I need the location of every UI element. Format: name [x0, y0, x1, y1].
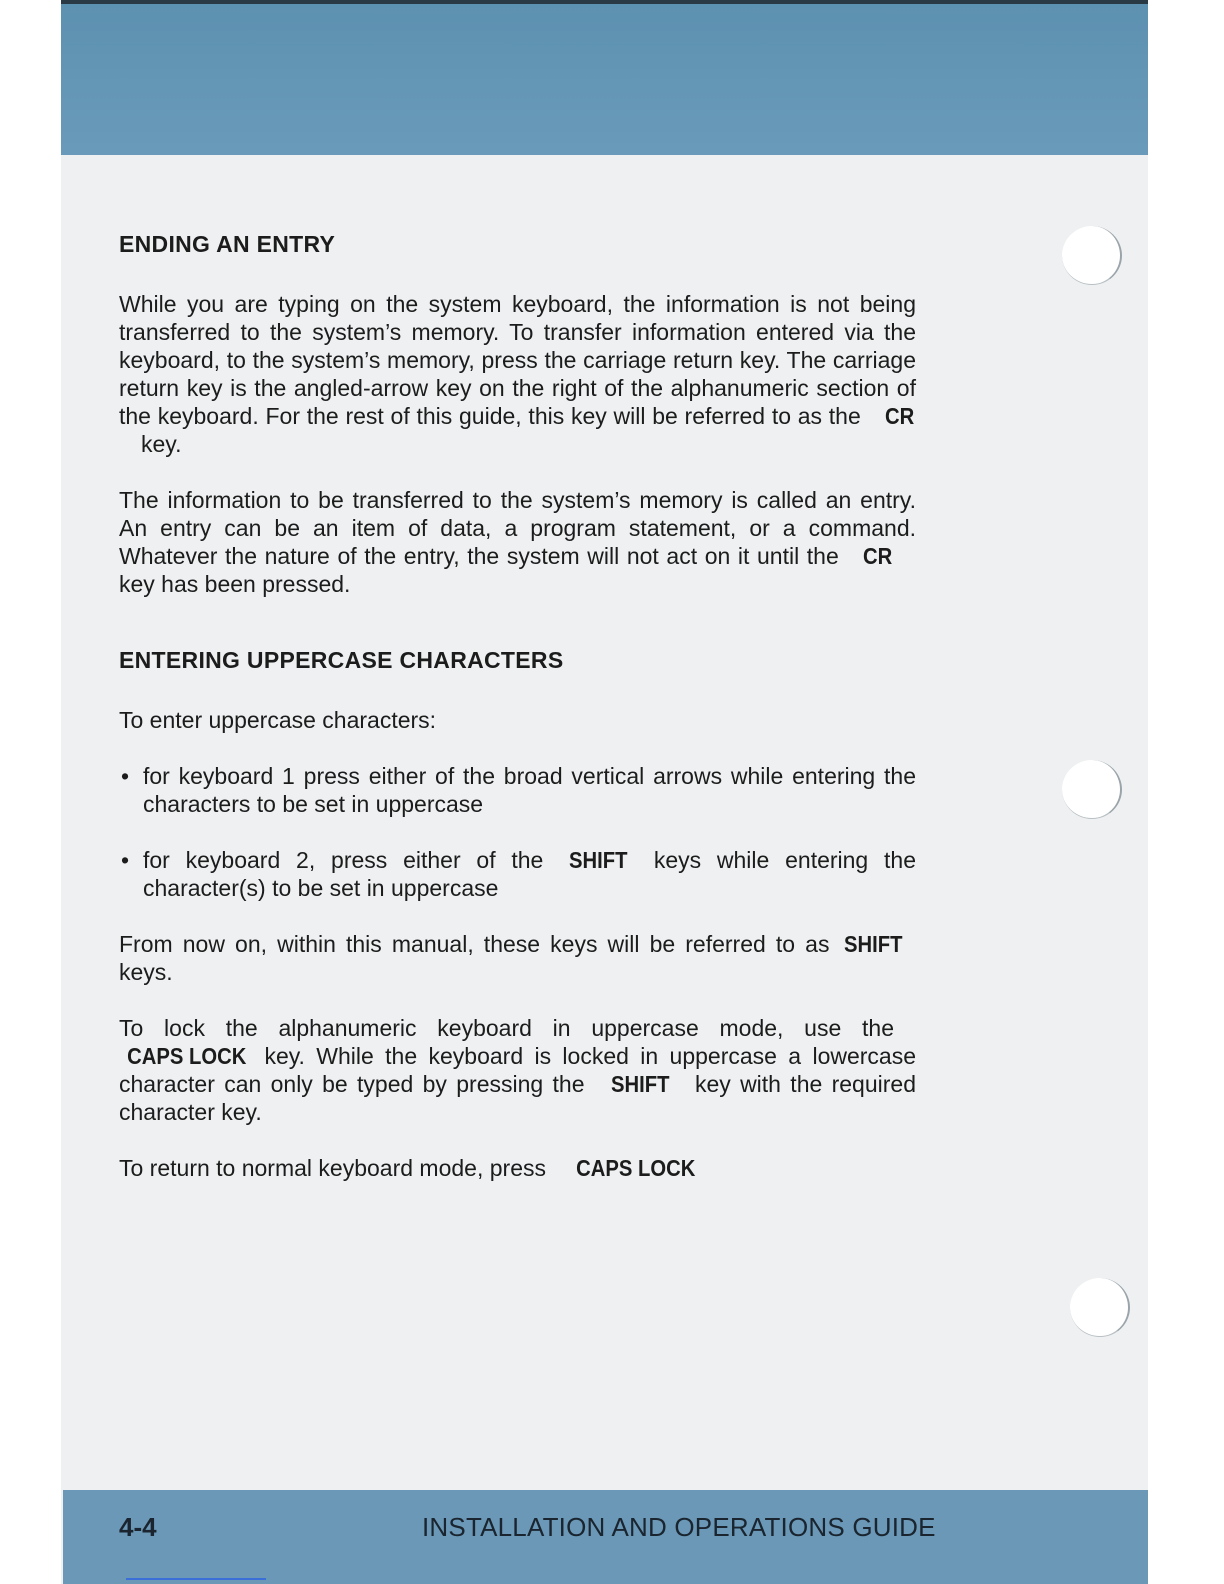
paragraph-intro: To enter uppercase characters:: [119, 707, 437, 733]
key-caps-lock: CAPS LOCK: [127, 1043, 247, 1069]
section-heading-uppercase: ENTERING UPPERCASE CHARACTERS: [119, 647, 564, 673]
list-item: [119, 762, 916, 818]
page-number: 4-4: [119, 1512, 157, 1542]
list-item: [119, 846, 916, 902]
paragraph-caps-lock: [119, 1014, 916, 1126]
key-caps-lock: CAPS LOCK: [576, 1155, 696, 1181]
paragraph-text: From now on, within this manual, these keys will be referred to as: [119, 931, 830, 957]
binder-hole-bottom: [1070, 1278, 1130, 1337]
list-item-text: keys while entering the character(s) to be set in uppercase: [143, 847, 916, 901]
paragraph-return-normal: [119, 1154, 916, 1182]
paragraph-text: The information to be transferred to the system’s memory is called an entry. An entry can be an item of data, a program statement, or a command. Whatever the nature of the entry, the system will not act on it until the: [119, 487, 916, 569]
paragraph-shift-keys: [119, 930, 916, 986]
paragraph-text: To return to normal keyboard mode, press: [119, 1155, 546, 1181]
paragraph-text: key. While the keyboard is locked in uppercase a lowercase character can only be typed by pressing the: [119, 1043, 916, 1097]
paragraph-entry-definition: [119, 486, 916, 598]
paragraph-text: keys.: [119, 959, 173, 985]
paragraph-text: To lock the alphanumeric keyboard in uppercase mode, use the: [119, 1015, 894, 1041]
key-shift: SHIFT: [569, 847, 628, 873]
binder-hole-top: [1062, 226, 1122, 285]
bullet-list: [119, 762, 916, 902]
list-item-text: for keyboard 1 press either of the broad vertical arrows while entering the characters to be set in uppercase: [143, 763, 916, 817]
key-cr: CR: [862, 543, 893, 569]
paragraph-transfer-info: [119, 290, 916, 458]
header-band: [61, 4, 1148, 155]
section-heading-ending-entry: ENDING AN ENTRY: [119, 231, 336, 257]
key-shift: SHIFT: [843, 931, 903, 957]
paragraph-text: While you are typing on the system keyboard, the information is not being transferred to the system’s memory. To transfer information entered via the keyboard, to the system’s memory, press the carriage return key. The carriage return key is the angled-arrow key on the right of the alphanumeric section of the keyboard. For the rest of this guide, this key will be referred to as the: [119, 291, 916, 429]
binder-hole-middle: [1062, 760, 1122, 819]
footer-underline: [126, 1578, 266, 1580]
key-cr: CR: [884, 403, 915, 429]
list-item-text: for keyboard 2, press either of the: [143, 847, 544, 873]
paragraph-text: key has been pressed.: [119, 571, 351, 597]
bullet-icon: •: [121, 763, 130, 789]
paragraph-text: key with the required character key.: [119, 1071, 916, 1125]
paragraph-text: key.: [141, 431, 182, 457]
bullet-icon: •: [121, 847, 130, 873]
page-content: [119, 226, 916, 1210]
footer-title: INSTALLATION AND OPERATIONS GUIDE: [422, 1512, 936, 1542]
key-shift: SHIFT: [610, 1071, 669, 1097]
